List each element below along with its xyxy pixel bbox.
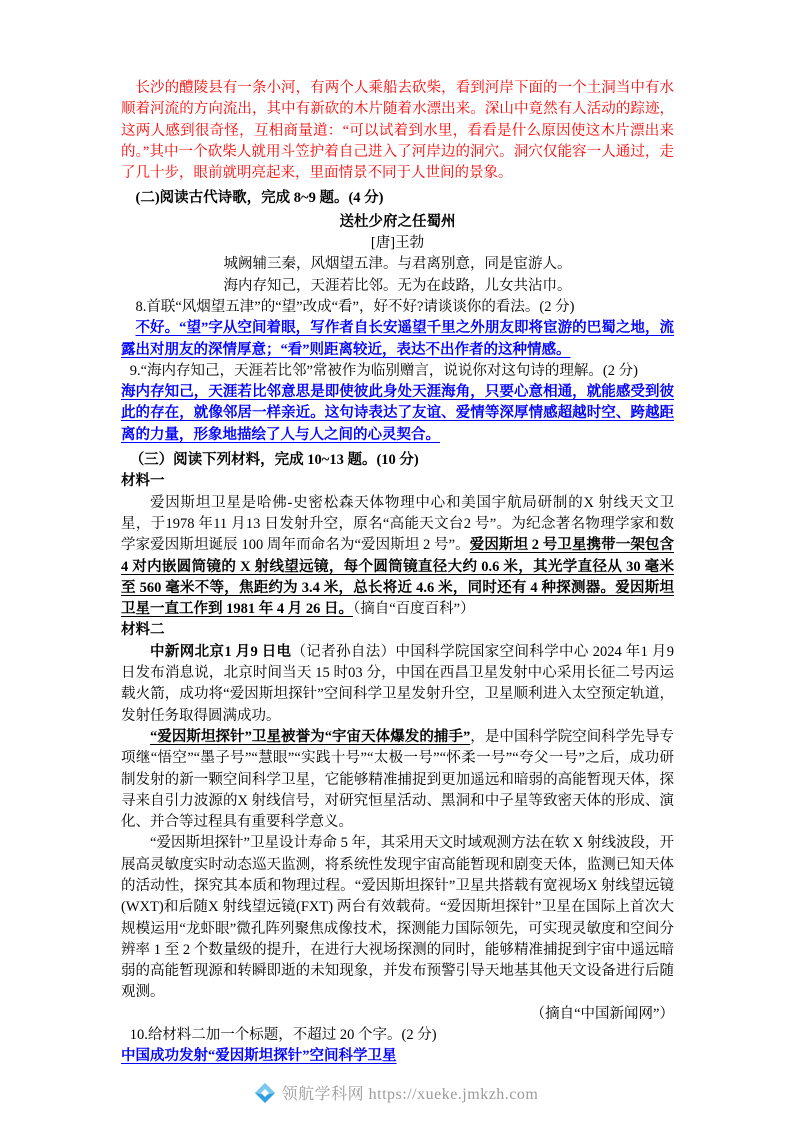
question-8: 8.首联“风烟望五津”的“望”改成“看”，好不好?请谈谈你的看法。(2 分) [135,298,575,315]
material2-paragraph-1 [121,642,674,727]
xueke-logo-icon [255,1083,275,1103]
watermark [0,1081,793,1104]
poem-line: 海内存知己，天涯若比邻。无为在歧路，儿女共沾巾。 [223,277,572,294]
material2-paragraph-2 [121,727,674,833]
material1-emphasis: 爱因斯坦 2 号卫星携带一架包含 4 对内嵌圆筒镜的 X 射线望远镜，每个圆筒镜直径大约 0.6 米，其光学直径从 30 毫米至 560 毫米不等，焦距约为 3.4 米，总长将近 4.6 米，同时还有 4 种探测器。爱因斯坦卫星一直工作到 1981 年 4 月 26 日。 [121,537,675,618]
question-10: 10.给材料二加一个标题，不超过 20 个字。(2 分) [129,1027,437,1044]
material1-source: （摘自“百度百科”） [353,601,475,618]
translation-answer: 长沙的醴陵县有一条小河，有两个人乘船去砍柴，看到河岸下面的一个土洞当中有水顺着河流的方向流出，其中有新砍的木片随着水漂出来。深山中竟然有人活动的踪迹，这两人感到很奇怪，互相商量道：“可以试着到水里，看看是什么原因使这木片漂出来的。”其中一个砍柴人就用斗笠护着自己进入了河岸边的洞穴。洞穴仅能容一人通过，走了几十步，眼前就明亮起来，里面情景不同于人世间的景象。 [121,80,674,182]
section2-heading: (二)阅读古代诗歌，完成 8~9 题。(4 分) [135,190,384,207]
section3-heading: （三）阅读下列材料，完成 10~13 题。(10 分) [129,452,419,469]
answer-10: 中国成功发射“爱因斯坦探针”空间科学卫星 [121,1048,397,1065]
material2-emphasis: “爱因斯坦探针”卫星被誉为“宇宙天体爆发的捕手” [150,728,471,745]
watermark-text: 领航学科网 https://xueke.jmkzh.com [281,1086,539,1103]
material1-label: 材料一 [121,473,165,490]
material1-text: 爱因斯坦卫星是哈佛-史密松森天体物理中心和美国宇航局研制的X 射线天文卫星，于1978 年11 月13 日发射升空，原名“高能天文台2 号”。为纪念著名物理学家和数学家爱因斯坦诞辰 100 周年而命名为“爱因斯坦 2 号”。 [121,494,674,554]
poem-author: [唐]王勃 [370,235,425,252]
material2-dateline: 中新网北京1 月9 日电 [150,643,292,660]
answer-8: 不好。“望”字从空间着眼，写作者自长安遥望千里之外朋友即将宦游的巴蜀之地，流露出对朋友的深情厚意；“看”则距离较近，表达不出作者的这种情感。 [121,320,674,358]
material1-paragraph [121,493,674,621]
material2-p2-text: ，是中国科学院空间科学先导专项继“悟空”“墨子号”“慧眼”“实践十号”“太极一号”“怀柔一号”“夸父一号”之后，成功研制发射的新一颗空间科学卫星，它能够精准捕捉到更加遥远和暗弱的高能暂现天体，探寻来自引力波源的X 射线信号，对研究恒星活动、黑洞和中子星等致密天体的形成、演化、并合等过程具有重要科学意义。 [121,728,675,831]
poem-line: 城阙辅三秦，风烟望五津。与君离别意，同是宦游人。 [223,256,572,273]
material2-source: （摘自“中国新闻网”） [530,1005,674,1022]
poem-block [121,212,674,297]
poem-title: 送杜少府之任蜀州 [339,213,456,230]
question-9: 9.“海内存知己，天涯若比邻”常被作为临别赠言，说说你对这句诗的理解。(2 分) [129,362,638,379]
material2-paragraph-3: “爱因斯坦探针”卫星设计寿命 5 年，其采用天文时域观测方法在软 X 射线波段，开展高灵敏度实时动态巡天监测，将系统性发现宇宙高能暂现和剧变天体，监测已知天体的活动性，探究其本质和物理过程。“爱因斯坦探针”卫星共搭载有宽视场X 射线望远镜(WXT)和后随X 射线望远镜(FXT) 两台有效载荷。“爱因斯坦探针”卫星在国际上首次大规模运用“龙虾眼”微孔阵列聚焦成像技术，探测能力国际领先，可实现灵敏度和空间分辨率 1 至 2 个数量级的提升，在进行大视场探测的同时，能够精准捕捉到宇宙中遥远暗弱的高能暂现源和转瞬即逝的未知现象，并发布预警引导天地基其他天文设备进行后随观测。 [121,835,674,1001]
material2-p1-text: （记者孙自法）中国科学院国家空间科学中心 2024 年1 月9 日发布消息说，北京时间当天 15 时03 分，中国在西昌卫星发射中心采用长征二号丙运载火箭，成功将“爱因斯坦探针”空间科学卫星发射升空，卫星顺利进入太空预定轨道，发射任务取得圆满成功。 [121,643,675,724]
answer-9: 海内存知己，天涯若比邻意思是即使彼此身处天涯海角，只要心意相通，就能感受到彼此的存在，就像邻居一样亲近。这句诗表达了友谊、爱情等深厚情感超越时空、跨越距离的力量，形象地描绘了人与人之间的心灵契合。 [121,384,674,443]
material2-label: 材料二 [121,622,165,639]
